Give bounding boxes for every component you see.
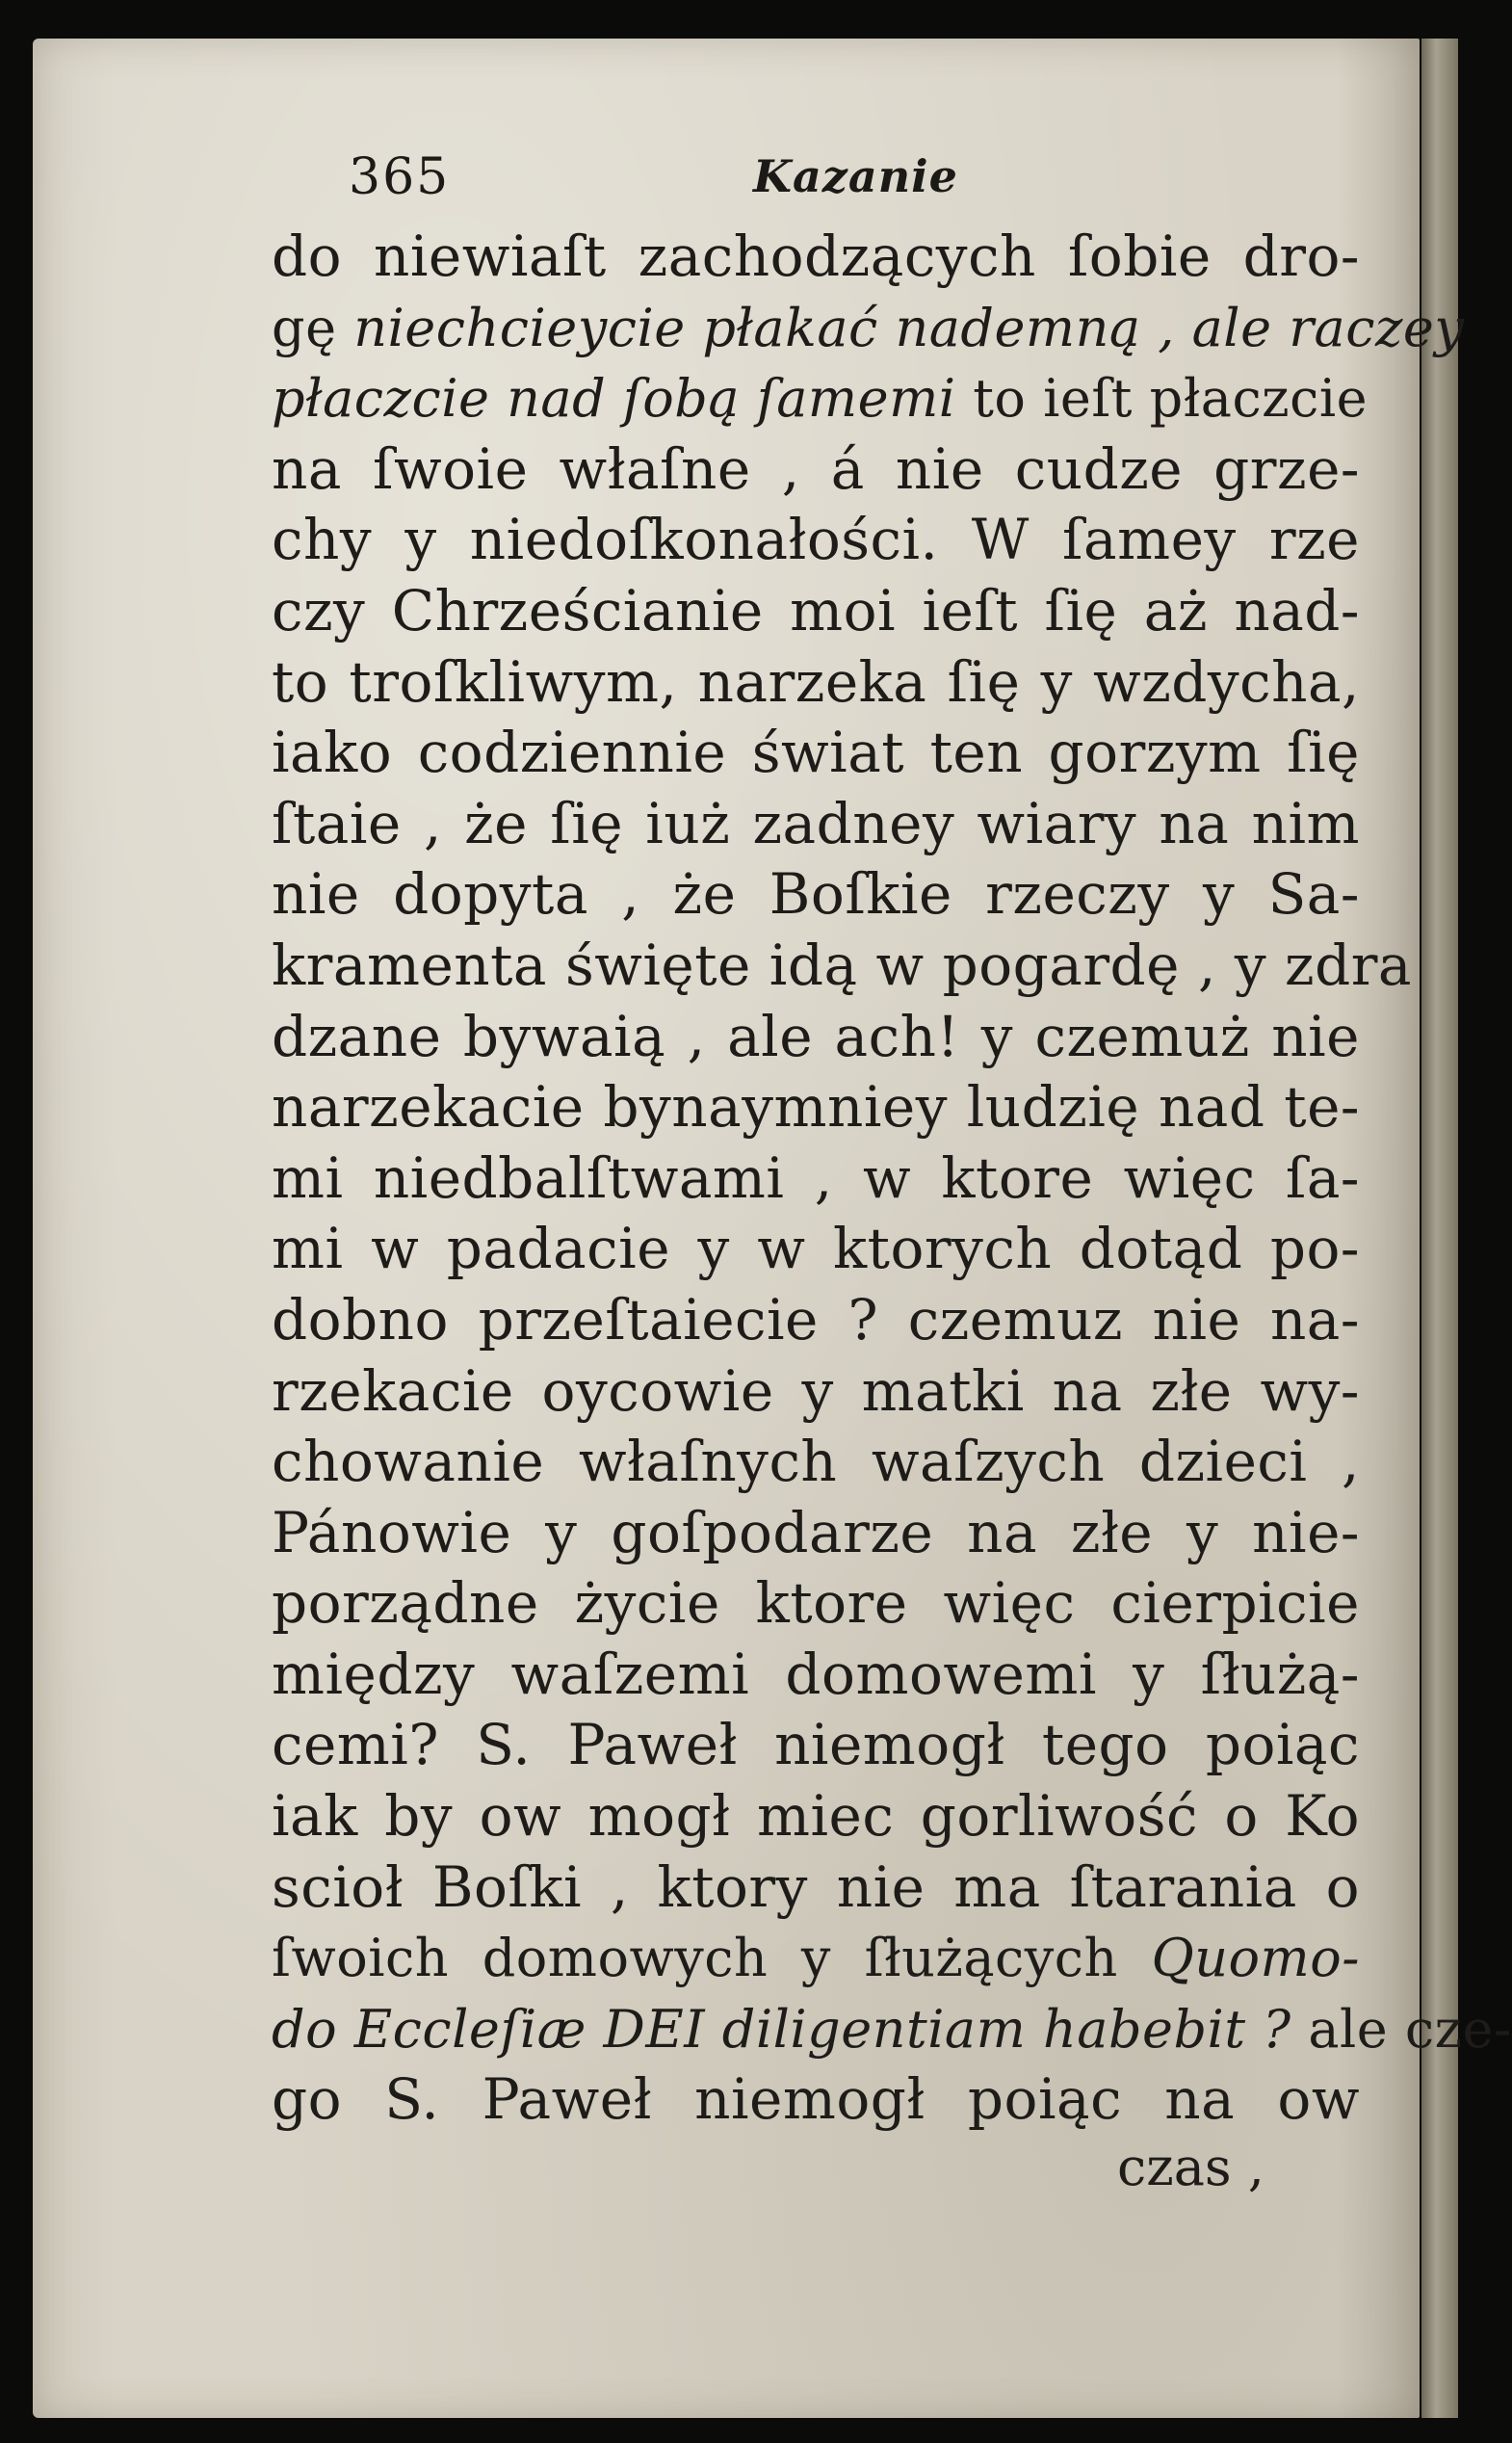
- text-line: [272, 1923, 1360, 1994]
- text-line: [272, 647, 1360, 719]
- text-segment: chowanie właſnych waſzych dzieci ,: [272, 1429, 1360, 1495]
- text-segment: mi w padacie y w ktorych dotąd po-: [272, 1216, 1360, 1282]
- text-segment: iako codziennie świat ten gorzym ſię: [272, 720, 1360, 786]
- text-line: [272, 931, 1413, 1002]
- text-line: [272, 859, 1360, 931]
- text-line: [272, 1568, 1360, 1640]
- text-segment: do niewiaſt zachodzących ſobie dro-: [272, 223, 1360, 289]
- text-segment: go S. Paweł niemogł poiąc na ow: [272, 2066, 1360, 2133]
- text-line: [272, 222, 1360, 293]
- text-segment: chy y niedoſkonałości. W ſamey rze: [272, 507, 1360, 573]
- text-line: [272, 1498, 1360, 1569]
- text-segment: mi niedbalſtwami , w ktore więc ſa-: [272, 1144, 1360, 1211]
- text-segment: kramenta święte idą w pogardę , y zdra: [272, 932, 1413, 998]
- page-number: 365: [349, 148, 451, 206]
- text-segment: dobno przeſtaiecie ? czemuz nie na-: [272, 1286, 1360, 1353]
- text-line: [272, 1356, 1360, 1428]
- adjacent-page-edge: [1421, 39, 1458, 2418]
- text-segment: to ieſt płaczcie: [973, 368, 1369, 430]
- text-line: [272, 1781, 1360, 1852]
- text-segment: ſwoich domowych y ſłużących: [272, 1928, 1152, 1989]
- text-segment: czy Chrześcianie moi ieſt ſię aż nad-: [272, 577, 1360, 644]
- body-text: [272, 222, 1512, 2136]
- text-line: [272, 1994, 1512, 2065]
- text-segment: to troſkliwym, narzeka ſię y wzdycha,: [272, 648, 1360, 715]
- italic-text-segment: płaczcie nad ſobą ſamemi: [272, 368, 974, 430]
- text-line: [272, 363, 1369, 434]
- text-segment: rzekacie oycowie y matki na złe wy-: [272, 1357, 1360, 1424]
- text-segment: między waſzemi domowemi y ſłużą-: [272, 1641, 1360, 1707]
- text-segment: dzane bywaią , ale ach! y czemuż nie: [272, 1003, 1360, 1069]
- text-line: [272, 434, 1360, 506]
- text-segment: gę: [272, 297, 354, 358]
- running-title: Kazanie: [753, 150, 958, 202]
- text-line: [272, 1143, 1360, 1215]
- text-segment: scioł Boſki , ktory nie ma ſtarania o: [272, 1853, 1360, 1920]
- text-segment: porządne życie ktore więc cierpicie: [272, 1570, 1360, 1637]
- text-line: [272, 718, 1360, 789]
- text-line: [272, 293, 1465, 364]
- italic-text-segment: Quomo-: [1151, 1928, 1360, 1989]
- text-segment: narzekacie bynaymniey ludzię nad te-: [272, 1074, 1360, 1141]
- text-segment: ſtaie , że ſię iuż zadney wiary na nim: [272, 790, 1360, 856]
- text-segment: cemi? S. Paweł niemogł tego poiąc: [272, 1712, 1360, 1778]
- text-segment: Pánowie y goſpodarze na złe y nie-: [272, 1499, 1360, 1565]
- text-line: [272, 1852, 1360, 1924]
- page-header: [349, 148, 965, 216]
- text-segment: ale cze-: [1308, 1998, 1512, 2060]
- text-line: [272, 1427, 1360, 1498]
- text-line: [272, 1285, 1360, 1356]
- text-segment: na ſwoie właſne , á nie cudze grze-: [272, 435, 1360, 502]
- text-segment: iak by ow mogł miec gorliwość o Ko: [272, 1783, 1360, 1850]
- italic-text-segment: niechcieycie płakać nademną , ale raczey: [353, 297, 1465, 358]
- text-line: [272, 2064, 1360, 2136]
- text-line: [272, 1002, 1360, 1073]
- text-line: [272, 1710, 1360, 1781]
- italic-text-segment: do Eccleſiæ DEI diligentiam habebit ?: [272, 1998, 1309, 2060]
- text-line: [272, 1072, 1360, 1143]
- text-line: [272, 789, 1360, 860]
- text-line: [272, 1214, 1360, 1285]
- text-line: [272, 505, 1360, 576]
- text-line: [272, 1640, 1360, 1711]
- catchword: czas ,: [1117, 2137, 1264, 2197]
- text-segment: nie dopyta , że Boſkie rzeczy y Sa-: [272, 861, 1360, 928]
- text-line: [272, 576, 1360, 647]
